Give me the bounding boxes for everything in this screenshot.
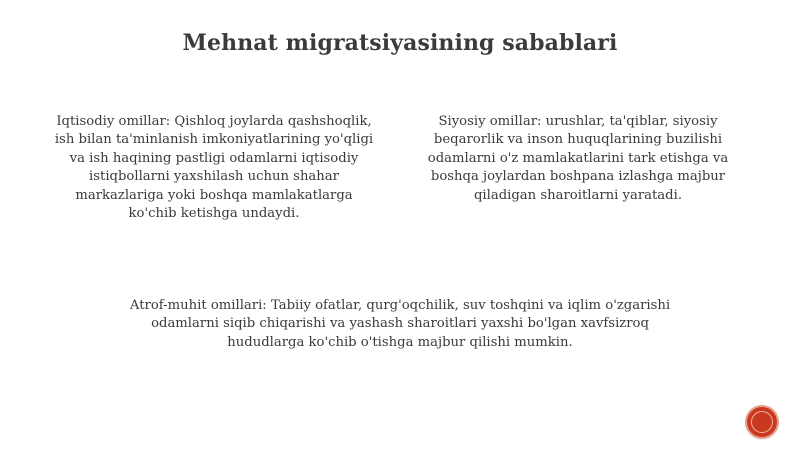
slide-nav-button[interactable] — [747, 407, 777, 437]
economic-factors-paragraph: Iqtisodiy omillar: Qishloq joylarda qashshoqlik, ish bilan ta'minlanish imkoniyatlarining yo'qligi va ish haqining pastligi odamlarni iqtisodiy istiqbollarni yaxshilash uchun shahar markazlariga yoki boshqa mamlakatlarga ko'chib ketishga undaydi. — [54, 114, 374, 222]
circle-nav-icon — [751, 411, 773, 433]
slide-title: Mehnat migratsiyasining sabablari — [182, 30, 618, 56]
environmental-factors-paragraph: Atrof-muhit omillari: Tabiiy ofatlar, qurg'oqchilik, suv toshqini va iqlim o'zgarishi odamlarni siqib chiqarishi va yashash sharoitlari yaxshi bo'lgan xavfsizroq hududlarga ko'chib o'tishga majbur qilishi mumkin. — [129, 298, 671, 350]
political-factors-paragraph: Siyosiy omillar: urushlar, ta'qiblar, siyosiy beqarorlik va inson huquqlarining buzilishi odamlarni o'z mamlakatlarini tark etishga va boshqa joylardan boshpana izlashga majbur qiladigan sharoitlarni yaratadi. — [427, 114, 729, 203]
